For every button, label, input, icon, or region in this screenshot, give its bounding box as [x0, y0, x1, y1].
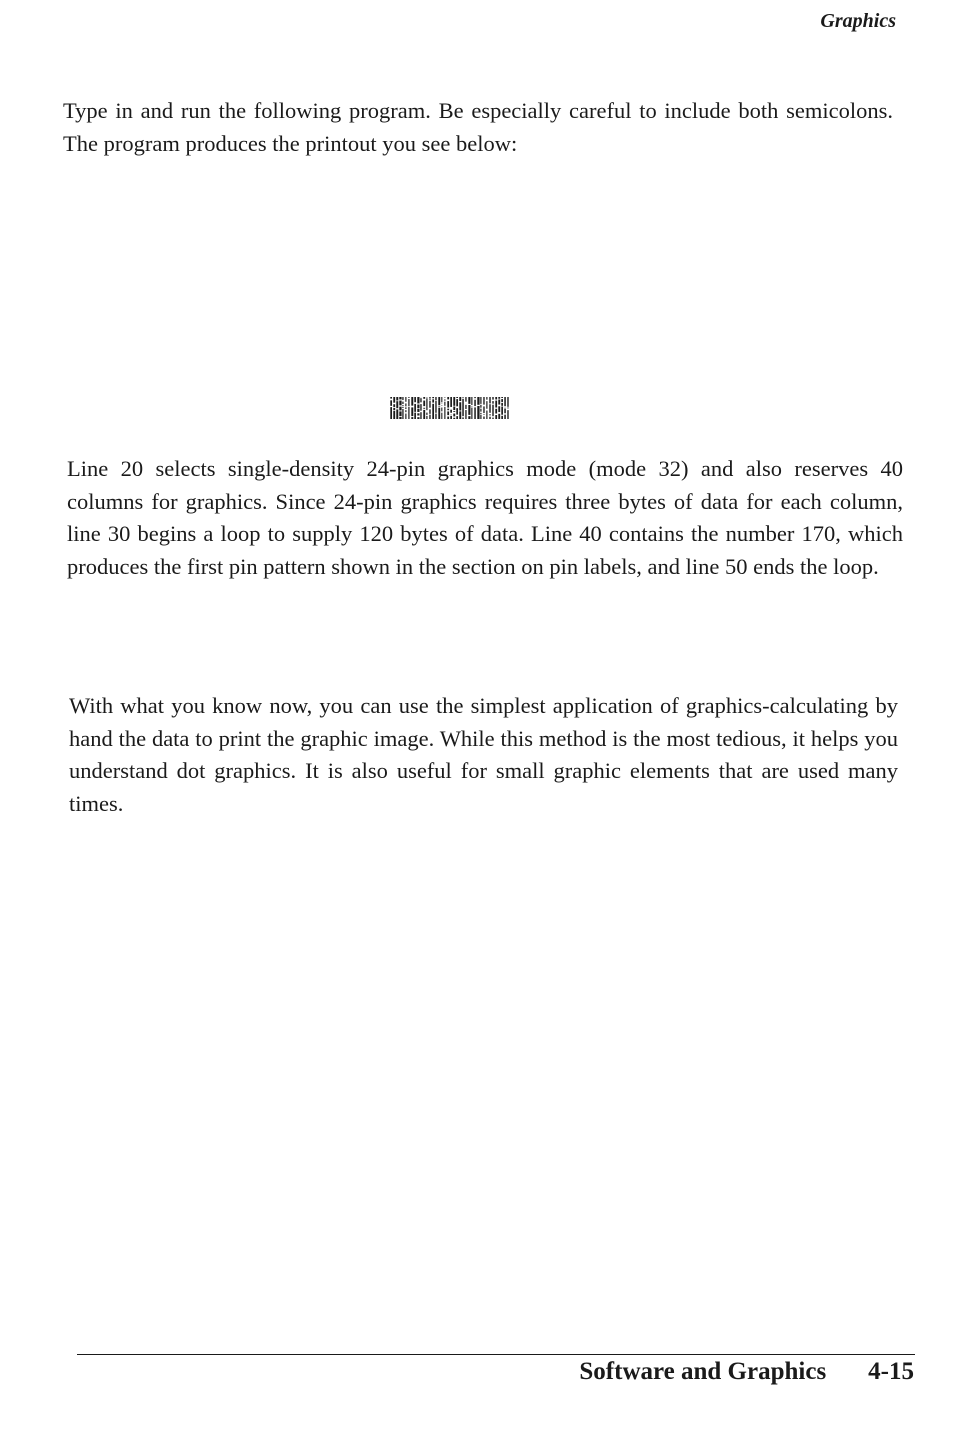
- printout-column: [507, 397, 508, 419]
- printout-pattern-image: [390, 397, 510, 419]
- printout-column: [408, 397, 409, 419]
- printout-column: [453, 397, 455, 419]
- printout-dot-gap: [420, 411, 423, 412]
- printout-dot-gap: [402, 408, 405, 409]
- printout-dot-gap: [432, 403, 435, 404]
- printout-dot-gap: [504, 408, 507, 409]
- printout-dot-gap: [498, 405, 501, 407]
- printout-column: [477, 397, 479, 419]
- printout-dot-gap: [492, 404, 495, 405]
- printout-dot-gap: [423, 399, 426, 401]
- printout-dot-gap: [459, 401, 462, 402]
- printout-dot-gap: [465, 402, 468, 403]
- printout-dot-gap: [420, 397, 423, 398]
- printout-column: [405, 397, 406, 419]
- printout-dot-gap: [426, 415, 429, 416]
- printout-dot-gap: [489, 415, 492, 416]
- printout-dot-gap: [480, 408, 483, 409]
- printout-dot-gap: [501, 415, 504, 416]
- printout-dot-gap: [495, 399, 498, 400]
- printout-dot-gap: [438, 405, 441, 406]
- printout-dot-gap: [441, 404, 444, 406]
- printout-dot-gap: [417, 403, 420, 404]
- printout-dot-gap: [429, 414, 432, 415]
- printout-dot-gap: [453, 412, 456, 414]
- printout-dot-gap: [471, 407, 474, 408]
- printout-dot-gap: [465, 403, 468, 405]
- printout-dot-gap: [456, 415, 459, 416]
- printout-column: [474, 397, 476, 419]
- printout-dot-gap: [453, 406, 456, 407]
- printout-dot-gap: [399, 405, 402, 406]
- footer-rule: [77, 1354, 915, 1355]
- printout-column: [420, 397, 421, 419]
- printout-dot-gap: [420, 402, 423, 404]
- printout-dot-gap: [483, 405, 486, 407]
- printout-column: [393, 397, 395, 419]
- printout-dot-gap: [405, 409, 408, 410]
- running-head: Graphics: [820, 10, 896, 32]
- printout-dot-gap: [402, 400, 405, 402]
- printout-dot-gap: [396, 401, 399, 402]
- printout-dot-gap: [486, 409, 489, 411]
- printout-column: [441, 397, 442, 419]
- printout-dot-gap: [504, 413, 507, 414]
- printout-dot-gap: [492, 400, 495, 401]
- printout-dot-gap: [393, 410, 396, 411]
- printout-dot-gap: [456, 398, 459, 399]
- printout-dot-gap: [393, 403, 396, 405]
- printout-dot-gap: [417, 416, 420, 418]
- printout-dot-gap: [486, 400, 489, 401]
- printout-dot-gap: [477, 405, 480, 406]
- printout-column: [411, 397, 413, 419]
- printout-dot-gap: [480, 404, 483, 405]
- printout-dot-gap: [390, 399, 393, 401]
- printout-dot-gap: [426, 397, 429, 398]
- printout-dot-gap: [429, 408, 432, 410]
- printout-dot-gap: [441, 402, 444, 403]
- printout-dot-gap: [501, 398, 504, 399]
- printout-dot-gap: [405, 412, 408, 413]
- printout-dot-gap: [465, 409, 468, 410]
- printout-dot-gap: [504, 407, 507, 408]
- printout-dot-gap: [462, 398, 465, 399]
- printout-dot-gap: [438, 407, 441, 408]
- printout-dot-gap: [444, 398, 447, 399]
- printout-dot-gap: [432, 398, 435, 399]
- printout-dot-gap: [441, 411, 444, 412]
- printout-dot-gap: [408, 406, 411, 407]
- printout-dot-gap: [471, 405, 474, 406]
- printout-dot-gap: [399, 410, 402, 411]
- printout-dot-gap: [507, 409, 510, 410]
- printout-column: [438, 397, 440, 419]
- printout-dot-gap: [459, 411, 462, 412]
- printout-dot-gap: [453, 410, 456, 411]
- printout-dot-gap: [444, 406, 447, 407]
- printout-dot-gap: [429, 399, 432, 400]
- printout-dot-gap: [489, 403, 492, 404]
- printout-dot-gap: [468, 404, 471, 405]
- printout-column: [432, 397, 434, 419]
- printout-dot-gap: [498, 399, 501, 400]
- printout-dot-gap: [414, 402, 417, 404]
- printout-dot-gap: [402, 404, 405, 405]
- printout-dot-gap: [411, 416, 414, 417]
- printout-dot-gap: [480, 412, 483, 413]
- printout-dot-gap: [456, 406, 459, 408]
- printout-dot-gap: [447, 410, 450, 411]
- printout-dot-gap: [423, 409, 426, 410]
- printout-dot-gap: [450, 415, 453, 416]
- application-paragraph: With what you know now, you can use the simplest application of graphics-calculating by hand the data to print the graphic image. While this method is the most tedious, it helps you understand dot graphics. It is also useful for small graphic elements that are used many times.: [69, 693, 898, 816]
- printout-dot-gap: [423, 406, 426, 408]
- printout-dot-gap: [435, 400, 438, 401]
- printout-dot-gap: [441, 406, 444, 407]
- printout-column: [465, 397, 466, 419]
- printout-column: [390, 397, 392, 419]
- printout-dot-gap: [417, 412, 420, 413]
- printout-dot-gap: [495, 414, 498, 415]
- printout-dot-gap: [396, 408, 399, 409]
- printout-dot-gap: [414, 412, 417, 413]
- printout-dot-gap: [447, 399, 450, 401]
- printout-dot-gap: [405, 402, 408, 404]
- printout-dot-gap: [390, 406, 393, 407]
- graphics-printout: [390, 397, 510, 419]
- printout-dot-gap: [435, 413, 438, 414]
- page-number: 4-15: [868, 1358, 914, 1385]
- intro-paragraph: Type in and run the following program. Be especially careful to include both semicolons. The program produces the printout you see below:: [63, 98, 893, 156]
- printout-dot-gap: [450, 413, 453, 415]
- printout-dot-gap: [480, 414, 483, 415]
- printout-dot-gap: [492, 416, 495, 417]
- printout-dot-gap: [483, 413, 486, 414]
- printout-dot-gap: [429, 400, 432, 401]
- printout-dot-gap: [444, 401, 447, 402]
- printout-dot-gap: [474, 406, 477, 407]
- printout-dot-gap: [498, 412, 501, 414]
- printout-dot-gap: [450, 408, 453, 410]
- printout-dot-gap: [501, 406, 504, 407]
- printout-column: [459, 397, 461, 419]
- printout-dot-gap: [501, 402, 504, 403]
- printout-dot-gap: [399, 399, 402, 400]
- printout-column: [414, 397, 416, 419]
- printout-column: [471, 397, 472, 419]
- footer-section-title: Software and Graphics: [579, 1358, 827, 1385]
- printout-dot-gap: [507, 407, 510, 408]
- printout-dot-gap: [447, 408, 450, 409]
- printout-dot-gap: [393, 407, 396, 408]
- printout-dot-gap: [405, 406, 408, 407]
- explanation-paragraph: Line 20 selects single-density 24-pin graphics mode (mode 32) and also reserves 40 columns for graphics. Since 24-pin graphics requires three bytes of data for each column, line 30 begins a loop to supply 120 bytes of data. Line 40 contains the number 170, which produces the first pin pattern shown in the section on pin labels, and line 50 ends the loop.: [67, 456, 903, 579]
- printout-dot-gap: [468, 415, 471, 416]
- printout-dot-gap: [495, 408, 498, 409]
- printout-dot-gap: [462, 416, 465, 417]
- printout-dot-gap: [447, 415, 450, 416]
- printout-dot-gap: [453, 416, 456, 417]
- printout-dot-gap: [426, 410, 429, 412]
- printout-column: [498, 397, 500, 419]
- printout-dot-gap: [402, 406, 405, 407]
- printout-dot-gap: [399, 416, 402, 417]
- printout-dot-gap: [408, 398, 411, 399]
- printout-dot-gap: [474, 398, 477, 399]
- printout-column: [444, 397, 445, 419]
- printout-dot-gap: [411, 406, 414, 408]
- printout-dot-gap: [483, 415, 486, 417]
- printout-column: [462, 397, 463, 419]
- printout-column: [396, 397, 398, 419]
- page-footer: [579, 1358, 914, 1386]
- printout-dot-gap: [489, 413, 492, 414]
- printout-dot-gap: [417, 408, 420, 409]
